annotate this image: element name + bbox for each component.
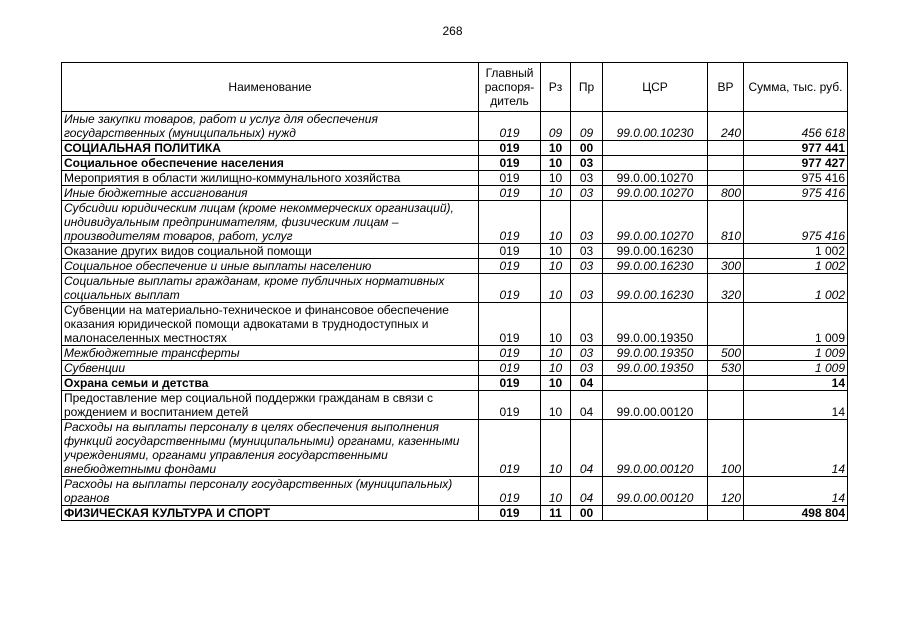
cell-vr: 810 [708, 201, 744, 244]
header-pr: Пр [571, 63, 603, 112]
header-csr: ЦСР [603, 63, 708, 112]
cell-vr [708, 506, 744, 521]
cell-vr: 100 [708, 420, 744, 477]
cell-name: Межбюджетные трансферты [62, 346, 479, 361]
table-row [62, 420, 848, 477]
cell-sum: 977 441 [744, 141, 848, 156]
header-main-manager: Главный распоря-дитель [479, 63, 541, 112]
cell-vr [708, 141, 744, 156]
cell-vr: 530 [708, 361, 744, 376]
cell-rz: 11 [541, 506, 571, 521]
table-header-row [62, 63, 848, 112]
cell-rz: 10 [541, 186, 571, 201]
cell-vr [708, 171, 744, 186]
cell-name: Иные закупки товаров, работ и услуг для обеспечения государственных (муниципальных) нужд [62, 112, 479, 141]
cell-name: СОЦИАЛЬНАЯ ПОЛИТИКА [62, 141, 479, 156]
cell-pr: 09 [571, 112, 603, 141]
cell-name: Иные бюджетные ассигнования [62, 186, 479, 201]
cell-pr: 04 [571, 477, 603, 506]
cell-sum: 498 804 [744, 506, 848, 521]
cell-main-manager: 019 [479, 171, 541, 186]
cell-main-manager: 019 [479, 244, 541, 259]
cell-vr: 120 [708, 477, 744, 506]
cell-rz: 10 [541, 361, 571, 376]
cell-csr: 99.0.00.00120 [603, 420, 708, 477]
cell-name: Субвенции [62, 361, 479, 376]
cell-main-manager: 019 [479, 361, 541, 376]
table-row [62, 156, 848, 171]
cell-csr [603, 141, 708, 156]
cell-main-manager: 019 [479, 477, 541, 506]
header-sum: Сумма, тыс. руб. [744, 63, 848, 112]
cell-csr: 99.0.00.00120 [603, 391, 708, 420]
cell-main-manager: 019 [479, 259, 541, 274]
header-name: Наименование [62, 63, 479, 112]
cell-csr: 99.0.00.10270 [603, 186, 708, 201]
cell-pr: 03 [571, 156, 603, 171]
cell-csr: 99.0.00.16230 [603, 259, 708, 274]
cell-main-manager: 019 [479, 506, 541, 521]
cell-sum: 14 [744, 376, 848, 391]
cell-rz: 10 [541, 259, 571, 274]
cell-rz: 10 [541, 346, 571, 361]
cell-main-manager: 019 [479, 274, 541, 303]
cell-vr [708, 244, 744, 259]
table-row [62, 391, 848, 420]
cell-pr: 03 [571, 244, 603, 259]
cell-sum: 1 002 [744, 274, 848, 303]
table-row [62, 506, 848, 521]
header-vr: ВР [708, 63, 744, 112]
cell-vr: 500 [708, 346, 744, 361]
cell-name: Социальное обеспечение населения [62, 156, 479, 171]
cell-pr: 03 [571, 274, 603, 303]
table-row [62, 112, 848, 141]
cell-pr: 04 [571, 376, 603, 391]
cell-sum: 1 009 [744, 361, 848, 376]
cell-main-manager: 019 [479, 420, 541, 477]
cell-vr [708, 303, 744, 346]
cell-csr [603, 156, 708, 171]
table-row [62, 376, 848, 391]
cell-main-manager: 019 [479, 376, 541, 391]
cell-pr: 03 [571, 259, 603, 274]
table-row [62, 274, 848, 303]
cell-csr: 99.0.00.19350 [603, 361, 708, 376]
cell-sum: 1 009 [744, 346, 848, 361]
cell-sum: 14 [744, 477, 848, 506]
cell-vr: 800 [708, 186, 744, 201]
table-row [62, 346, 848, 361]
cell-main-manager: 019 [479, 201, 541, 244]
cell-sum: 975 416 [744, 201, 848, 244]
page-number: 268 [442, 24, 463, 38]
cell-pr: 00 [571, 141, 603, 156]
cell-rz: 10 [541, 376, 571, 391]
cell-pr: 04 [571, 420, 603, 477]
cell-name: Субвенции на материально-техническое и финансовое обеспечение оказания юридической помощи адвокатами в труднодоступных и малонаселенных местностях [62, 303, 479, 346]
table-row [62, 361, 848, 376]
table-row [62, 259, 848, 274]
cell-vr: 320 [708, 274, 744, 303]
cell-vr: 300 [708, 259, 744, 274]
cell-sum: 14 [744, 391, 848, 420]
cell-rz: 10 [541, 156, 571, 171]
table-row [62, 201, 848, 244]
table-row [62, 303, 848, 346]
cell-name: Мероприятия в области жилищно-коммунального хозяйства [62, 171, 479, 186]
cell-main-manager: 019 [479, 346, 541, 361]
cell-pr: 03 [571, 186, 603, 201]
cell-rz: 10 [541, 244, 571, 259]
cell-sum: 977 427 [744, 156, 848, 171]
cell-main-manager: 019 [479, 303, 541, 346]
cell-csr: 99.0.00.10270 [603, 171, 708, 186]
cell-name: Оказание других видов социальной помощи [62, 244, 479, 259]
cell-main-manager: 019 [479, 141, 541, 156]
budget-table [61, 62, 848, 521]
cell-sum: 1 002 [744, 259, 848, 274]
table-row [62, 141, 848, 156]
cell-main-manager: 019 [479, 186, 541, 201]
cell-csr: 99.0.00.19350 [603, 303, 708, 346]
cell-csr: 99.0.00.16230 [603, 244, 708, 259]
cell-rz: 10 [541, 274, 571, 303]
cell-vr [708, 391, 744, 420]
cell-csr: 99.0.00.16230 [603, 274, 708, 303]
cell-csr: 99.0.00.19350 [603, 346, 708, 361]
cell-name: Расходы на выплаты персоналу государственных (муниципальных) органов [62, 477, 479, 506]
cell-csr: 99.0.00.10270 [603, 201, 708, 244]
cell-sum: 456 618 [744, 112, 848, 141]
cell-pr: 03 [571, 346, 603, 361]
cell-vr [708, 376, 744, 391]
cell-rz: 10 [541, 141, 571, 156]
cell-name: Предоставление мер социальной поддержки гражданам в связи с рождением и воспитанием детей [62, 391, 479, 420]
cell-csr [603, 376, 708, 391]
cell-pr: 03 [571, 361, 603, 376]
cell-name: ФИЗИЧЕСКАЯ КУЛЬТУРА И СПОРТ [62, 506, 479, 521]
cell-pr: 04 [571, 391, 603, 420]
cell-vr: 240 [708, 112, 744, 141]
cell-sum: 14 [744, 420, 848, 477]
cell-name: Расходы на выплаты персоналу в целях обеспечения выполнения функций государственными (муниципальными) органами, казенными учреждениями, органами управления государственными внебюджетными фондами [62, 420, 479, 477]
cell-sum: 1 009 [744, 303, 848, 346]
header-rz: Рз [541, 63, 571, 112]
cell-csr: 99.0.00.10230 [603, 112, 708, 141]
cell-main-manager: 019 [479, 112, 541, 141]
cell-rz: 10 [541, 303, 571, 346]
cell-pr: 00 [571, 506, 603, 521]
cell-name: Социальное обеспечение и иные выплаты населению [62, 259, 479, 274]
cell-pr: 03 [571, 201, 603, 244]
cell-name: Охрана семьи и детства [62, 376, 479, 391]
cell-name: Субсидии юридическим лицам (кроме некоммерческих организаций), индивидуальным предпринимателям, физическим лицам – производителям товаров, работ, услуг [62, 201, 479, 244]
cell-rz: 09 [541, 112, 571, 141]
cell-name: Социальные выплаты гражданам, кроме публичных нормативных социальных выплат [62, 274, 479, 303]
cell-sum: 975 416 [744, 186, 848, 201]
cell-rz: 10 [541, 391, 571, 420]
cell-sum: 1 002 [744, 244, 848, 259]
cell-sum: 975 416 [744, 171, 848, 186]
cell-rz: 10 [541, 420, 571, 477]
cell-pr: 03 [571, 171, 603, 186]
table-row [62, 186, 848, 201]
cell-pr: 03 [571, 303, 603, 346]
cell-main-manager: 019 [479, 391, 541, 420]
cell-vr [708, 156, 744, 171]
cell-csr [603, 506, 708, 521]
table-row [62, 171, 848, 186]
cell-rz: 10 [541, 477, 571, 506]
cell-rz: 10 [541, 201, 571, 244]
cell-csr: 99.0.00.00120 [603, 477, 708, 506]
cell-rz: 10 [541, 171, 571, 186]
cell-main-manager: 019 [479, 156, 541, 171]
table-row [62, 244, 848, 259]
table-row [62, 477, 848, 506]
